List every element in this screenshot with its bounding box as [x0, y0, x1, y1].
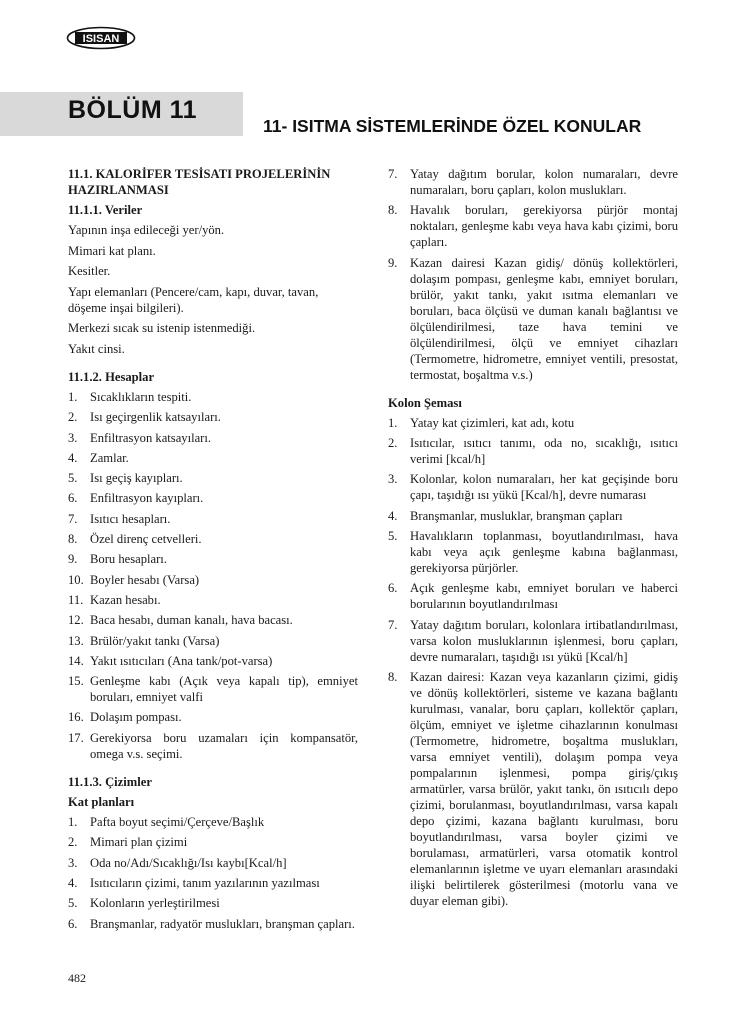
item-text: Pafta boyut seçimi/Çerçeve/Başlık: [90, 815, 265, 830]
item-number: 16.: [68, 710, 84, 725]
item-number: 14.: [68, 653, 84, 668]
list-item: [388, 435, 678, 467]
item-number: 7.: [388, 167, 398, 181]
kolon-list: [388, 415, 678, 909]
list-item: [68, 875, 358, 891]
list-item: [388, 471, 678, 503]
kolon-title: Kolon Şeması: [388, 395, 462, 410]
list-item: [68, 531, 358, 547]
item-text: Kazan hesabı.: [90, 592, 161, 607]
list-item: [68, 633, 358, 649]
item-text: Branşmanlar, radyatör muslukları, branşman çapları.: [90, 916, 355, 931]
list-item: [68, 551, 358, 567]
item-number: 3.: [388, 472, 398, 487]
item-text: Baca hesabı, duman kanalı, hava bacası.: [90, 613, 293, 628]
item-number: 3.: [68, 430, 78, 445]
item-number: 4.: [68, 450, 78, 465]
item-text: Havalıkların toplanması, boyutlandırılması, hava kabı veya açık genleşme kabına bağlanması, gerekiyorsa pürjörler.: [410, 529, 678, 576]
item-text: Gerekiyorsa boru uzamaları için kompansatör, omega v.s. seçimi.: [90, 730, 358, 761]
list-item: [388, 617, 678, 665]
item-number: 5.: [68, 471, 78, 486]
list-item: [388, 669, 678, 909]
cizimler-title: 11.1.3. Çizimler: [68, 775, 152, 790]
item-number: 7.: [68, 511, 78, 526]
list-item: [68, 409, 358, 425]
isisan-logo: [66, 26, 136, 50]
item-number: 5.: [388, 529, 398, 544]
item-number: 9.: [68, 552, 78, 567]
item-text: Oda no/Adı/Sıcaklığı/Isı kaybı[Kcal/h]: [90, 855, 287, 870]
list-item: [68, 450, 358, 466]
list-item: [68, 389, 358, 405]
list-item: [68, 592, 358, 608]
item-number: 9.: [388, 255, 398, 270]
item-number: 3.: [68, 855, 78, 870]
item-text: Kazan dairesi Kazan gidiş/ dönüş kollektörleri, dolaşım pompası, genleşme kabı, emniyet boruları, brülör, yakıt tankı, yakıt ısıtma elemanları ve boruları, baca ölçüsü ve duman kanalı bağlantısı ve ölçülendirilmesi, taze hava temini ve ölçülendirilmesi, ölçü ve emniyet cihazları (Termometre, hidrometre, emniyet ventili, presostat, termostat, boşaltma v.s.): [410, 255, 678, 382]
item-number: 1.: [68, 390, 78, 404]
item-text: Kolonların yerleştirilmesi: [90, 896, 220, 911]
item-number: 8.: [68, 532, 78, 547]
item-text: Zamlar.: [90, 450, 129, 465]
item-text: Kazan dairesi: Kazan veya kazanların çizimi, gidiş ve dönüş kollektörleri, sisteme ve kazana bağlantı kurulması, vanalar, boru çapları, kollektör çapları, ölçüm, emniyet ve işletme cihazlarının konulması (Termometre, hidrometre, boşaltma muslukları, varsa emniyet ventili), dolaşım pompa veya pompalarının işlenmesi, pompa giriş/çıkış armatürler, varsa brülör, yakıt tankı, ön ısıtıcılı depo çizimi, borulanması, boyutlandırılması, varsa kapalı depo çizimi, kazana bağlantı kurulması, boru boyutlandırılması, varsa boyler çizimi ve borulaması, armatürleri, varsa otomatik kontrol elemanlarının işletme ve uyarı elemanları arasındaki ilişki belirtilerek gösterilmesi (motorlu vana ve duyar eleman gibi).: [410, 669, 678, 908]
list-item: [68, 814, 358, 830]
item-number: 11.: [68, 592, 84, 607]
item-number: 2.: [68, 410, 78, 425]
item-text: Havalık boruları, gerekiyorsa pürjör montaj noktaları, genleşme kabı veya hava kabı çizimi, boru çapları.: [410, 203, 678, 250]
veriler-title: 11.1.1. Veriler: [68, 203, 143, 217]
list-item: [68, 709, 358, 725]
item-text: Enfiltrasyon katsayıları.: [90, 430, 212, 445]
item-number: 1.: [388, 415, 398, 430]
item-number: 7.: [388, 617, 398, 632]
logo-text: ISISAN: [82, 33, 120, 45]
chapter-label: BÖLÜM 11: [68, 96, 198, 124]
page-number: 482: [68, 971, 86, 985]
item-text: Enfiltrasyon kayıpları.: [90, 491, 204, 506]
right-column: [388, 166, 678, 913]
item-number: 15.: [68, 674, 84, 689]
item-text: Yatay dağıtım boruları, kolonlara irtibatlandırılması, varsa kolon musluklarının işlenmesi, boru çapları, devre numaraları, taşıdığı ısı yükü [Kcal/h]: [410, 617, 678, 664]
item-text: Isı geçiş kayıpları.: [90, 471, 183, 486]
hesaplar-title: 11.1.2. Hesaplar: [68, 370, 155, 384]
list-item: [68, 673, 358, 705]
item-number: 6.: [388, 581, 398, 596]
item-number: 2.: [388, 436, 398, 451]
item-text: Yatay kat çizimleri, kat adı, kotu: [410, 415, 575, 430]
item-number: 12.: [68, 613, 84, 628]
veriler-list: [68, 222, 358, 357]
left-column: [68, 166, 358, 936]
item-text: Özel direnç cetvelleri.: [90, 532, 202, 547]
item-text: Isı geçirgenlik katsayıları.: [90, 410, 221, 425]
item-number: 6.: [68, 916, 78, 931]
list-item: [388, 508, 678, 524]
list-item: [68, 895, 358, 911]
list-item: [388, 202, 678, 250]
list-item: [68, 490, 358, 506]
list-item: [388, 580, 678, 612]
veri-item: Mimari kat planı.: [68, 243, 156, 258]
veri-item: Yapının inşa edileceği yer/yön.: [68, 223, 225, 237]
chapter-title: 11- ISITMA SİSTEMLERİNDE ÖZEL KONULAR: [263, 116, 642, 136]
item-text: Branşmanlar, musluklar, branşman çapları: [410, 508, 623, 523]
veri-item: Kesitler.: [68, 264, 111, 278]
item-number: 1.: [68, 815, 78, 830]
item-text: Isıtıcıların çizimi, tanım yazılarının yazılması: [90, 875, 320, 890]
item-number: 6.: [68, 491, 78, 506]
item-number: 17.: [68, 730, 84, 745]
list-item: [68, 834, 358, 850]
item-number: 4.: [68, 875, 78, 890]
list-item: [68, 430, 358, 446]
item-text: Yakıt ısıtıcıları (Ana tank/pot-varsa): [90, 653, 273, 668]
item-text: Dolaşım pompası.: [90, 710, 182, 725]
list-item: [68, 855, 358, 871]
item-text: Yatay dağıtım borular, kolon numaraları, devre numaraları, boru çapları, kolon muslukları.: [410, 167, 678, 197]
hesaplar-list: [68, 389, 358, 762]
item-text: Isıtıcılar, ısıtıcı tanımı, oda no, sıcaklığı, ısıtıcı verimi [kcal/h]: [410, 436, 678, 467]
item-text: Açık genleşme kabı, emniyet boruları ve haberci borularının boyutlandırılması: [410, 581, 678, 612]
list-item: [68, 572, 358, 588]
list-item: [388, 528, 678, 576]
veri-item: Merkezi sıcak su istenip istenmediği.: [68, 321, 256, 335]
list-item: [388, 415, 678, 431]
item-number: 10.: [68, 572, 84, 587]
list-item: [68, 730, 358, 762]
item-number: 8.: [388, 203, 398, 218]
item-number: 5.: [68, 896, 78, 911]
kat-planlari-title: Kat planları: [68, 795, 135, 810]
veri-item: Yapı elemanları (Pencere/cam, kapı, duvar, tavan, döşeme inşai bilgileri).: [68, 284, 319, 315]
item-text: Mimari plan çizimi: [90, 835, 188, 850]
veri-item: Yakıt cinsi.: [68, 341, 125, 356]
list-item: [68, 916, 358, 932]
item-number: 8.: [388, 669, 398, 684]
item-number: 4.: [388, 508, 398, 523]
list-item: [68, 511, 358, 527]
list-item: [388, 255, 678, 383]
item-number: 2.: [68, 835, 78, 850]
item-text: Sıcaklıkların tespiti.: [90, 390, 192, 404]
item-text: Boyler hesabı (Varsa): [90, 572, 200, 587]
list-item: [68, 653, 358, 669]
section-title: 11.1. KALORİFER TESİSATI PROJELERİNİN HAZIRLANMASI: [68, 167, 331, 197]
item-text: Brülör/yakıt tankı (Varsa): [90, 633, 220, 648]
item-text: Boru hesapları.: [90, 552, 167, 567]
kat-planlari-list-continued: [388, 166, 678, 383]
item-text: Kolonlar, kolon numaraları, her kat geçişinde boru çapı, taşıdığı ısı yükü [Kcal/h], devre numarası: [410, 472, 678, 503]
list-item: [68, 470, 358, 486]
list-item: [388, 166, 678, 198]
item-text: Isıtıcı hesapları.: [90, 511, 171, 526]
item-number: 13.: [68, 633, 84, 648]
list-item: [68, 612, 358, 628]
kat-planlari-list: [68, 814, 358, 931]
item-text: Genleşme kabı (Açık veya kapalı tip), emniyet boruları, emniyet valfi: [90, 674, 358, 705]
